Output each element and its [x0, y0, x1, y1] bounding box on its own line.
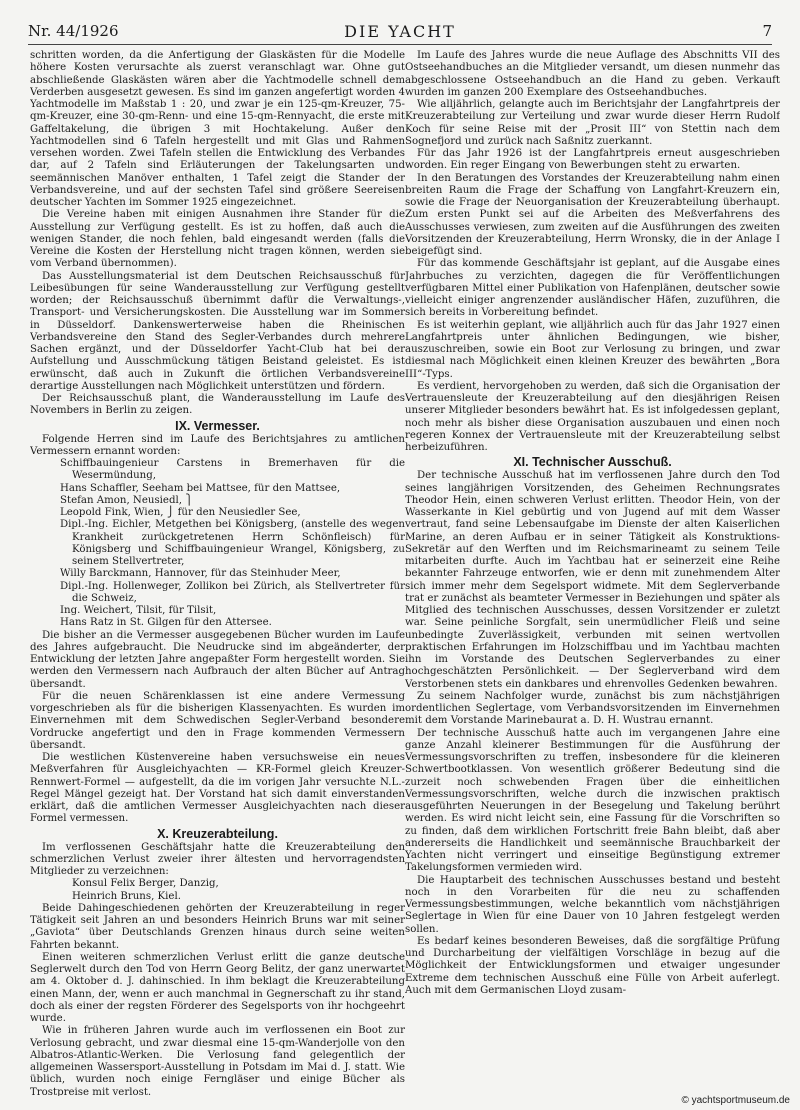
paragraph: Wie alljährlich, gelangte auch im Berichtsjahr der Langfahrtpreis der Kreuzerabteilung zur Verteilung und zwar wurde dieser Herrn Rudolf Koch für seine Reise mit der „Prosit III“ von Stettin nach dem Sognefjord und zurück nach Saßnitz zuerkannt. — [405, 99, 780, 147]
page-header — [28, 22, 772, 45]
copyright-credit: © yachtsportmuseum.de — [681, 1095, 790, 1106]
paragraph: Es verdient, hervorgehoben zu werden, daß sich die Organisation der Vertrauensleute der Kreuzerabteilung auf den diesjährigen Reisen unserer Mitglieder besonders bewährt hat. Es ist infolgedessen geplant, noch mehr als bisher diese Organisation auszubauen und einen noch regeren Konnex der Vertrauensleute mit der Kreuzerabteilung selbst herbeizuführen. — [405, 380, 780, 453]
section-heading-kreuzerabteilung: X. Kreuzerabteilung. — [157, 826, 278, 841]
paragraph: Für das kommende Geschäftsjahr ist geplant, auf die Ausgabe eines Jahrbuches zu verzichten, dagegen die für Veröffentlichungen verfügbaren Mittel einer Publikation von Hafenplänen, deutscher sowie vielleicht einiger angrenzender ausländischer Häfen, zuzuführen, die sich bereits in Vorbereitung befindet. — [405, 258, 780, 319]
paragraph: Das Ausstellungsmaterial ist dem Deutschen Reichsausschuß für Leibesübungen für seine Wanderausstellung zur Verfügung gestellt worden; der Reichsausschuß übernimmt dafür die Verwaltungs-, Transport- und Versicherungskosten. Die Ausstellung war im Sommer in Düsseldorf. Dankenswerterweise haben die Rheinischen Verbandsvereine den Stand des Segler-Verbandes durch mehrere Sachen ergänzt, und der Düsseldorfer Yacht-Club hat bei der Aufstellung und Ausschmückung tätigen Beistand geleistet. Es ist erwünscht, daß auch in Zukunft die örtlichen Verbandsvereine derartige Ausstellungen nach Möglichkeit unterstützen und fördern. — [30, 270, 405, 392]
paragraph: Im verflossenen Geschäftsjahr hatte die Kreuzerabteilung den schmerzlichen Verlust zweier ihrer ältesten und hervorragendsten Mitglieder zu verzeichnen: — [30, 841, 405, 877]
paragraph: Für die neuen Schärenklassen ist eine andere Vermessung vorgeschrieben als für die bisherigen Klassenyachten. Es wurden im Einvernehmen mit dem Schwedischen Segler-Verband besondere Vordrucke angefertigt und den in Frage kommenden Vermessern übersandt. — [30, 690, 405, 751]
paragraph: Der Reichsausschuß plant, die Wanderausstellung im Laufe des Novembers in Berlin zu zeigen. — [30, 393, 405, 417]
section-heading-vermesser: IX. Vermesser. — [175, 418, 260, 433]
paragraph: Beide Dahingeschiedenen gehörten der Kreuzerabteilung in reger Tätigkeit seit Jahren an und besonders Heinrich Bruns war mit seiner „Gaviota“ über Deutschlands Grenzen hinaus durch seine weiten Fahrten bekannt. — [30, 902, 405, 951]
deceased-member: Heinrich Bruns, Kiel. — [72, 890, 181, 902]
left-column — [30, 50, 405, 1096]
paragraph: Die westlichen Küstenvereine haben versuchsweise ein neues Meßverfahren für Ausgleichyachten — KR-Formel gleich Kreuzer-Rennwert-Formel — aufgestellt, da die im vorigen Jahr versuchte N.L.-Regel Mängel gezeigt hat. Der Vorstand hat sich damit einverstanden erklärt, daß die amtlichen Vermesser Ausgleichyachten nach dieser Formel vermessen. — [30, 752, 405, 825]
paragraph: schritten worden, da die Anfertigung der Glaskästen für die Modelle höhere Kosten verursachte als zuerst veranschlagt war. Ohne gut abschließende Glaskästen wären aber die Yachtmodelle schnell dem Verderben ausgesetzt gewesen. Es sind im ganzen angefertigt worden 4 Yachtmodelle im Maßstab 1 : 20, und zwar je ein 125-qm-Kreuzer, 75-qm-Kreuzer, eine 30-qm-Renn- und eine 15-qm-Rennyacht, die erste mit Gaffeltakelung, die übrigen 3 mit Hochtakelung. Außer den Yachtmodellen sind 6 Tafeln hergestellt und mit Glas und Rahmen versehen worden. Zwei Tafeln stellen die Entwicklung des Verbandes dar, auf 2 Tafeln sind Erläuterungen der Takelungsarten und seemännischen Manöver enthalten, 1 Tafel zeigt die Stander der Verbandsvereine, und auf der sechsten Tafel sind größere Seereisen deutscher Yachten im Sommer 1925 eingezeichnet. — [30, 50, 405, 208]
paragraph: Zu seinem Nachfolger wurde, zunächst bis zum nächstjährigen ordentlichen Seglertage, vom Verbandsvorsitzenden im Einvernehmen mit dem Vorstande Marinebaurat a. D. H. Wustrau ernannt. — [405, 690, 780, 727]
surveyor-entry: Hans Schaffler, Seeham bei Mattsee, für den Mattsee, — [60, 482, 341, 494]
paragraph: Der technische Ausschuß hatte auch im vergangenen Jahre eine ganze Anzahl kleinerer Bestimmungen für die Ausführung der Vermessungsvorschriften zu treffen, insbesondere für die kleineren Schwertbootklassen. Von wesentlich größerer Bedeutung sind die zurzeit noch schwebenden Fragen über die einheitlichen Vermessungsvorschriften, welche durch die inzwischen praktisch ausgeführten Neuerungen in der Besegelung und Takelung berührt werden. Es wird nicht leicht sein, eine Fassung für die Vorschriften so zu finden, daß dem wirklichen Fortschritt freie Bahn bleibt, daß aber andererseits die Handlichkeit und seemännische Brauchbarkeit der Yachten nicht verringert und einseitige Begünstigung extremer Takelungsformen vermieden wird. — [405, 727, 780, 874]
right-column — [405, 50, 780, 1096]
surveyor-entry: Schiffbauingenieur Carstens in Bremerhaven für die Wesermündung, — [60, 458, 405, 482]
paragraph: Die Hauptarbeit des technischen Ausschusses bestand und besteht noch in den Vorarbeiten für die neu zu schaffenden Vermessungsbestimmungen, welche bekanntlich vom nächstjährigen Seglertage in Wien für eine Dauer von 10 Jahren festgelegt werden sollen. — [405, 874, 780, 935]
paragraph: Es bedarf keines besonderen Beweises, daß die sorgfältige Prüfung und Durcharbeitung der vielfältigen Vorschläge in bezug auf die Möglichkeit der Entwicklungsformen und etwaiger ungesunder Extreme dem technischen Ausschuß eine Fülle von Arbeit auferlegt. Auch mit dem Germanischen Lloyd zusam- — [405, 935, 780, 996]
surveyor-entry: Hans Ratz in St. Gilgen für den Attersee. — [60, 617, 272, 629]
paragraph: Einen weiteren schmerzlichen Verlust erlitt die ganze deutsche Seglerwelt durch den Tod von Herrn Georg Belitz, der ganz unerwartet am 4. Oktober d. J. dahinschied. In ihm beklagt die Kreuzerabteilung einen Mann, der, wenn er auch manchmal in Gegnerschaft zu ihr stand, doch als einer der regsten Förderer des Segelsports von ihr hochgeehrt wurde. — [30, 951, 405, 1024]
paragraph: Im Laufe des Jahres wurde die neue Auflage des Abschnitts VII des Ostseehandbuches an die Mitglieder versandt, um diesen nunmehr das abgeschlossene Ostseehandbuch an die Hand zu geben. Verkauft wurden im ganzen 200 Exemplare des Ostseehandbuches. — [405, 50, 780, 98]
surveyor-entry: Stefan Amon, Neusiedl, ⎫ — [60, 494, 193, 506]
surveyor-entry: Leopold Fink, Wien, ⎭ für den Neusiedler See, — [60, 507, 301, 518]
paragraph: Wie in früheren Jahren wurde auch im verflossenen ein Boot zur Verlosung gebracht, und zwar diesmal eine 15-qm-Wanderjolle von den Albatros-Atlantic-Werken. Die Verlosung fand gelegentlich der allgemeinen Wassersport-Ausstellung in Potsdam im Mai d. J. statt. Wie üblich, wurden noch einige Ferngläser und einige Bücher als Trostpreise mit verlost. — [30, 1025, 405, 1096]
surveyor-entry: Willy Barckmann, Hannover, für das Steinhuder Meer, — [60, 568, 341, 580]
surveyor-entry: Dipl.-Ing. Eichler, Metgethen bei Königsberg, (anstelle des wegen Krankheit zurückgetretenen Herrn Schönfleisch) für Königsberg und Schiffbauingenieur Wrangel, Königsberg, zu seinem Stellvertreter, — [60, 519, 405, 567]
magazine-title: DIE YACHT — [344, 22, 456, 41]
paragraph: Der technische Ausschuß hat im verflossenen Jahre durch den Tod seines langjährigen Vorsitzenden, des Geheimen Rechnungsrates Theodor Hein, einen schweren Verlust erlitten. Theodor Hein, von der Wasserkante in Kiel gebürtig und von Jugend auf mit dem Wasser vertraut, fand seine Lebensaufgabe im Dienste der alten Kaiserlichen Marine, an deren Aufbau er in seiner Tätigkeit als Konstruktions-Sekretär auf den Werften und im Reichsmarineamt zu seinem Teile mitarbeiten durfte. Auch im Yachtbau hat er seinerzeit eine Reihe bekannter Fahrzeuge entworfen, wie er denn mit zunehmendem Alter sich immer mehr dem Segelsport widmete. Mit dem Seglerverbande trat er zunächst als beamteter Vermesser in Beziehungen und später als Mitglied des technischen Ausschusses, dessen Vorsitzender er zuletzt war. Seine peinliche Sorgfalt, sein unermüdlicher Fleiß und seine unbedingte Zuverlässigkeit, verbunden mit seinen wertvollen praktischen Erfahrungen im Holzschiffbau und im Yachtbau machten ihn im Vorstande des Deutschen Seglerverbandes zu einer hochgeschätzten Persönlichkeit. — Der Seglerverband wird dem Verstorbenen stets ein dankbares und ehrenvolles Gedenken bewahren. — [405, 470, 780, 690]
paragraph: Die bisher an die Vermesser ausgegebenen Bücher wurden im Laufe des Jahres aufgebraucht. Die Neudrucke sind im abgeänderter, der Entwicklung der letzten Jahre angepaßter Form hergestellt worden. Sie werden den Vermessern nach Aufbrauch der alten Bücher auf Antrag übersandt. — [30, 629, 405, 690]
issue-number: Nr. 44/1926 — [28, 22, 119, 40]
section-heading-technischer-ausschuss: XI. Technischer Ausschuß. — [513, 455, 672, 470]
paragraph: Die Vereine haben mit einigen Ausnahmen ihre Stander für die Ausstellung zur Verfügung gestellt. Es ist zu hoffen, daß auch die wenigen Stander, die noch fehlen, bald eingesandt werden (falls die Vereine die Kosten der Herstellung nicht tragen können, werden sie vom Verband übernommen). — [30, 209, 405, 270]
paragraph: Es ist weiterhin geplant, wie alljährlich auch für das Jahr 1927 einen Langfahrtpreis unter ähnlichen Bedingungen, wie bisher, auszuschreiben, sowie ein Boot zur Verlosung zu bringen, und zwar diesmal nach Möglichkeit einen kleinen Kreuzer des bewährten „Bora III“-Typs. — [405, 319, 780, 380]
surveyor-entry: Ing. Weichert, Tilsit, für Tilsit, — [60, 605, 217, 616]
page-number: 7 — [762, 22, 772, 40]
paragraph: In den Beratungen des Vorstandes der Kreuzerabteilung nahm einen breiten Raum die Frage der Schaffung von Langfahrt-Kreuzern ein, sowie die Frage der Neuorganisation der Kreuzerabteilung überhaupt. Zum ersten Punkt sei auf die Arbeiten des Meßverfahrens des Ausschusses verwiesen, zum zweiten auf die Ausführungen des zweiten Vorsitzenden der Kreuzerabteilung, Herrn Wronsky, die in der Anlage I beigefügt sind. — [405, 172, 780, 257]
paragraph: Für das Jahr 1926 ist der Langfahrtpreis erneut ausgeschrieben worden. Ein reger Eingang von Bewerbungen steht zu erwarten. — [405, 148, 780, 172]
surveyor-entry: Dipl.-Ing. Hollenweger, Zollikon bei Zürich, als Stellvertreter für die Schweiz, — [60, 580, 405, 604]
deceased-member: Konsul Felix Berger, Danzig, — [72, 878, 219, 890]
paragraph: Folgende Herren sind im Laufe des Berichtsjahres zu amtlichen Vermessern ernannt worden: — [30, 433, 405, 457]
